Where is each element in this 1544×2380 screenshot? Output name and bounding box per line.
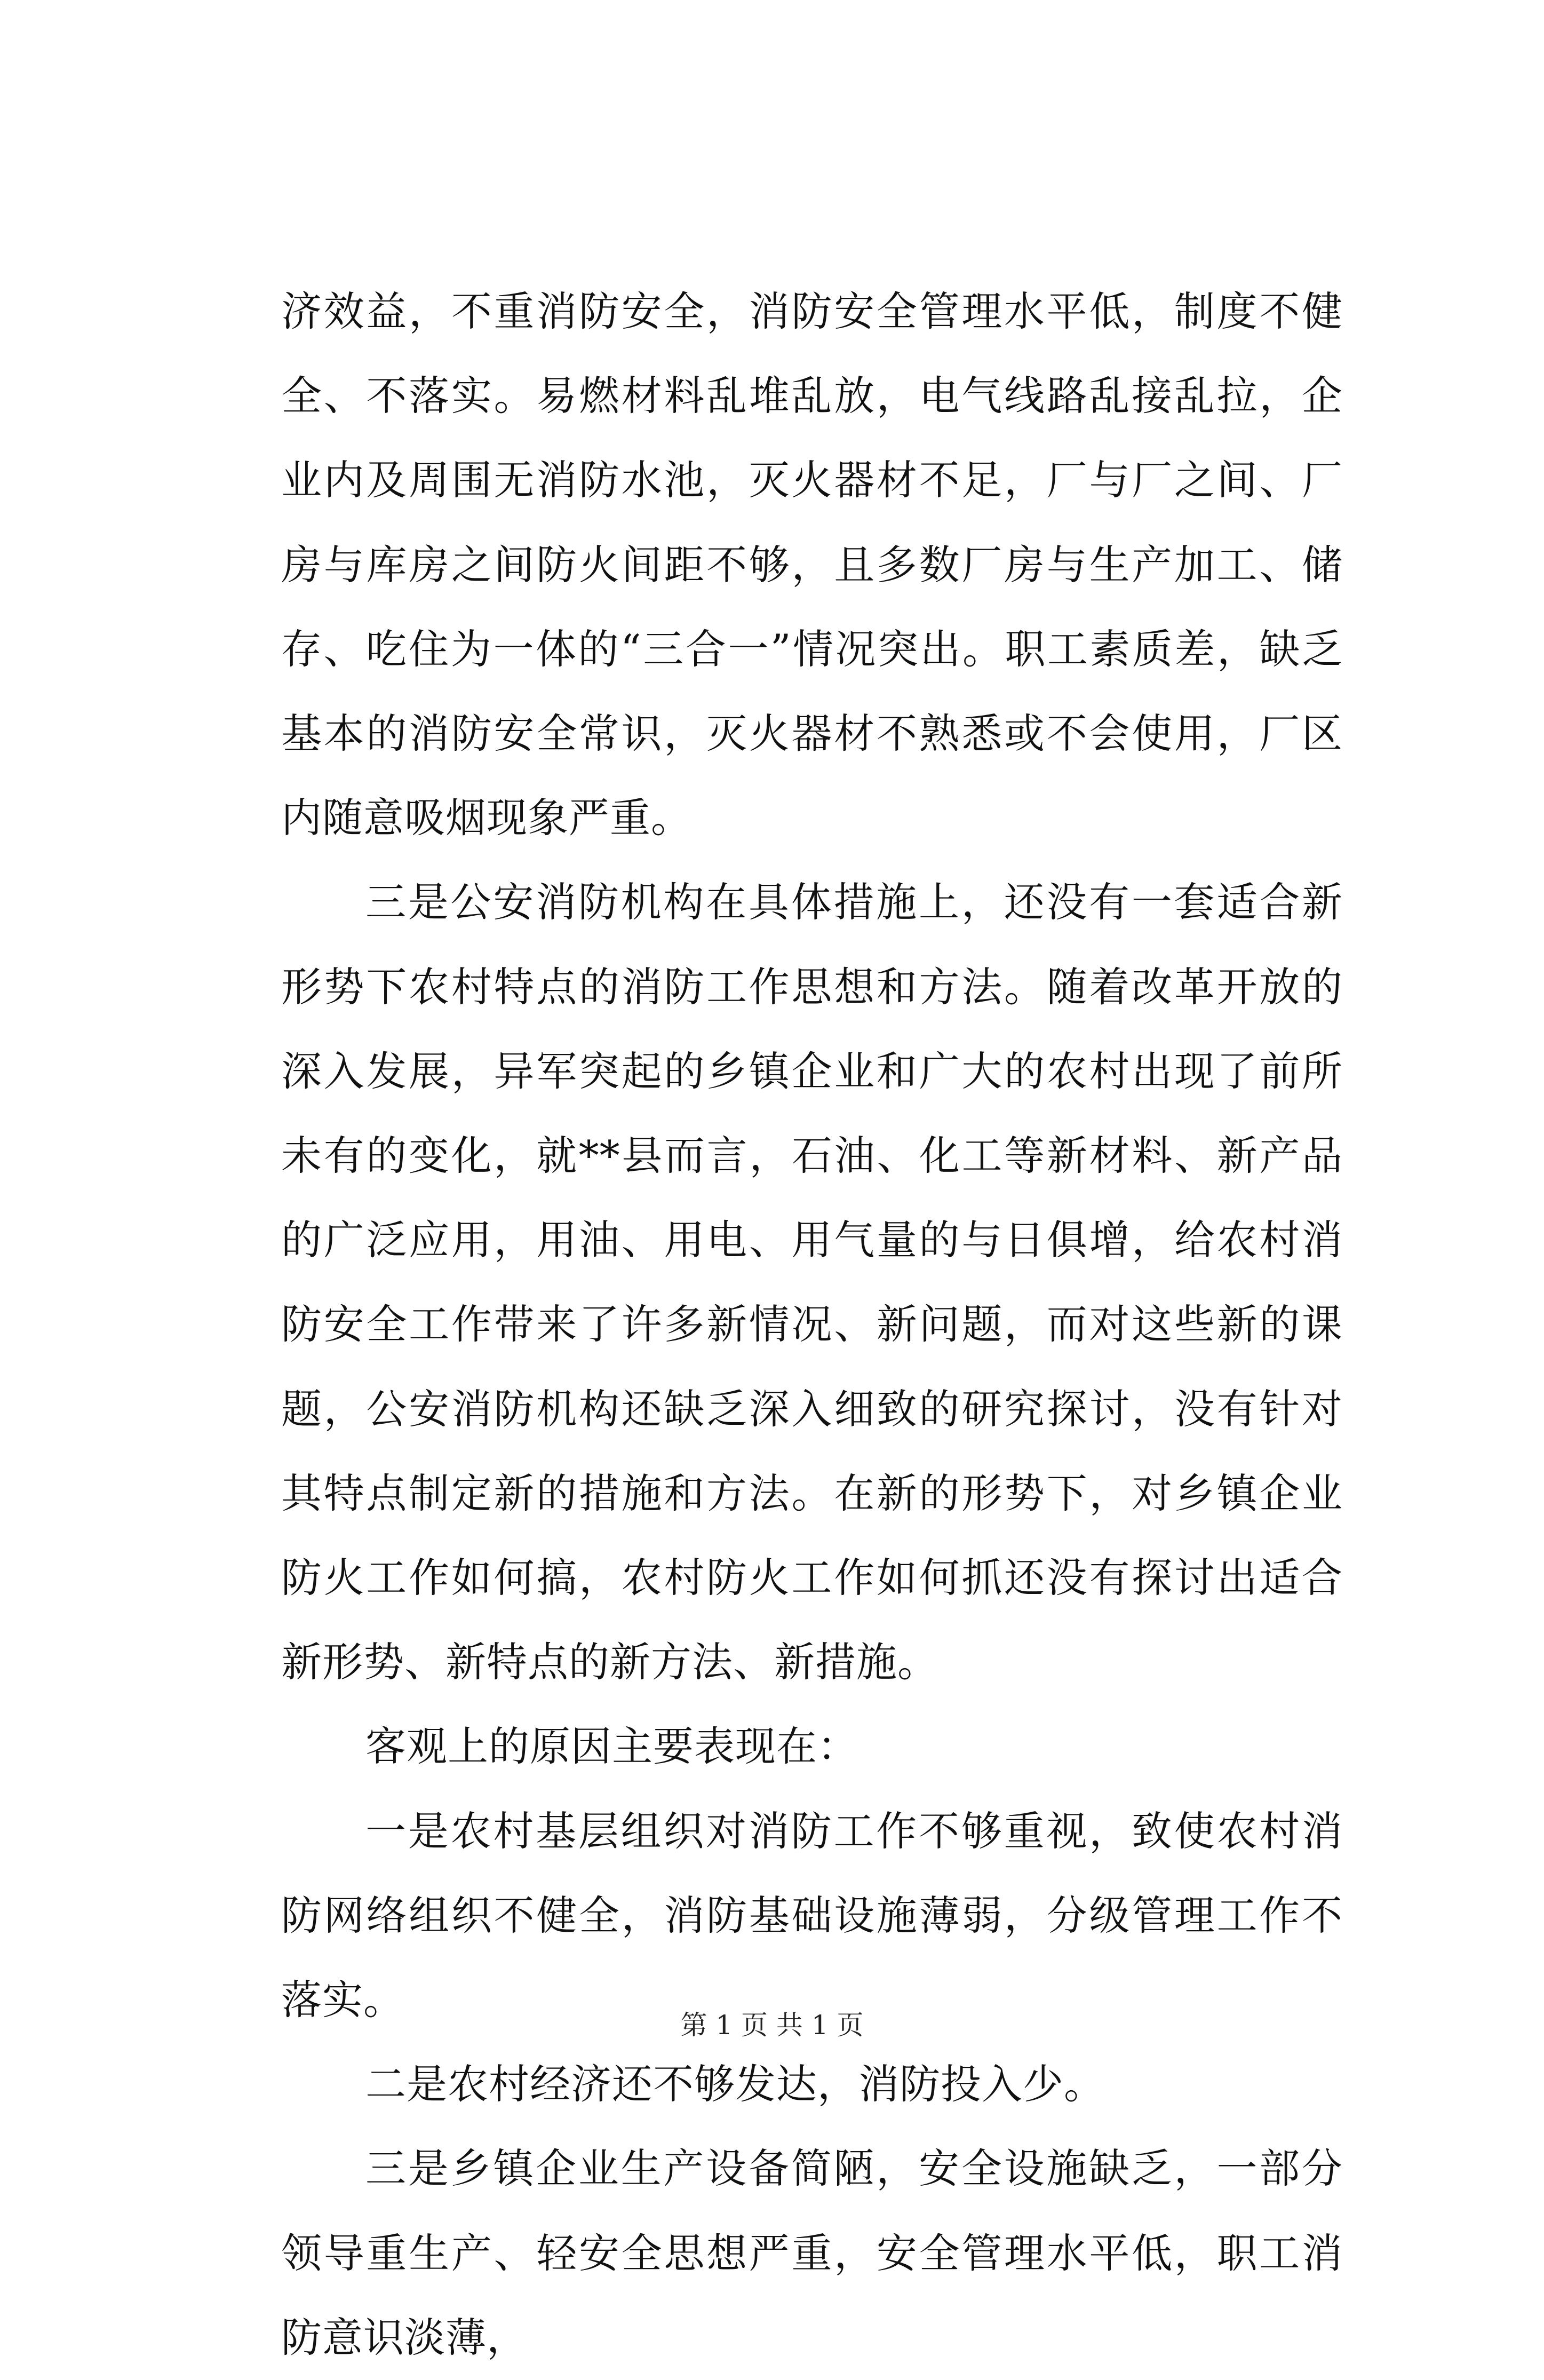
paragraph-objective-point-two: 二是农村经济还不够发达，消防投入少。 bbox=[365, 2060, 1105, 2108]
paragraph-objective-reasons-heading: 客观上的原因主要表现在： bbox=[365, 1723, 858, 1771]
paragraph-continuation: 济效益，不重消防安全，消防安全管理水平低，制度不健全、不落实。易燃材料乱堆乱放，电气线路乱接乱拉，企业内及周围无消防水池，灭火器材不足，厂与厂之间、厂房与库房之间防火间距不够，且多数厂房与生产加工、储存、吃住为一体的“三合一”情况突出。职工素质差，缺乏基本的消防安全常识，灭火器材不熟悉或不会使用，厂区内随意吸烟现象严重。 bbox=[281, 288, 1343, 842]
page-number-footer: 第 1 页 共 1 页 bbox=[680, 2010, 864, 2041]
document-body bbox=[281, 269, 1343, 2380]
paragraph-objective-point-three: 三是乡镇企业生产设备简陋，安全设施缺乏，一部分领导重生产、轻安全思想严重，安全管理水平低，职工消防意识淡薄， bbox=[281, 2145, 1343, 2361]
paragraph-objective-point-one: 一是农村基层组织对消防工作不够重视，致使农村消防网络组织不健全，消防基础设施薄弱，分级管理工作不落实。 bbox=[281, 1807, 1343, 2024]
paragraph-point-three: 三是公安消防机构在具体措施上，还没有一套适合新形势下农村特点的消防工作思想和方法。随着改革开放的深入发展，异军突起的乡镇企业和广大的农村出现了前所未有的变化，就**县而言，石油、化工等新材料、新产品的广泛应用，用油、用电、用气量的与日俱增，给农村消防安全工作带来了许多新情况、新问题，而对这些新的课题，公安消防机构还缺乏深入细致的研究探讨，没有针对其特点制定新的措施和方法。在新的形势下，对乡镇企业防火工作如何搞，农村防火工作如何抓还没有探讨出适合新形势、新特点的新方法、新措施。 bbox=[281, 878, 1343, 1686]
